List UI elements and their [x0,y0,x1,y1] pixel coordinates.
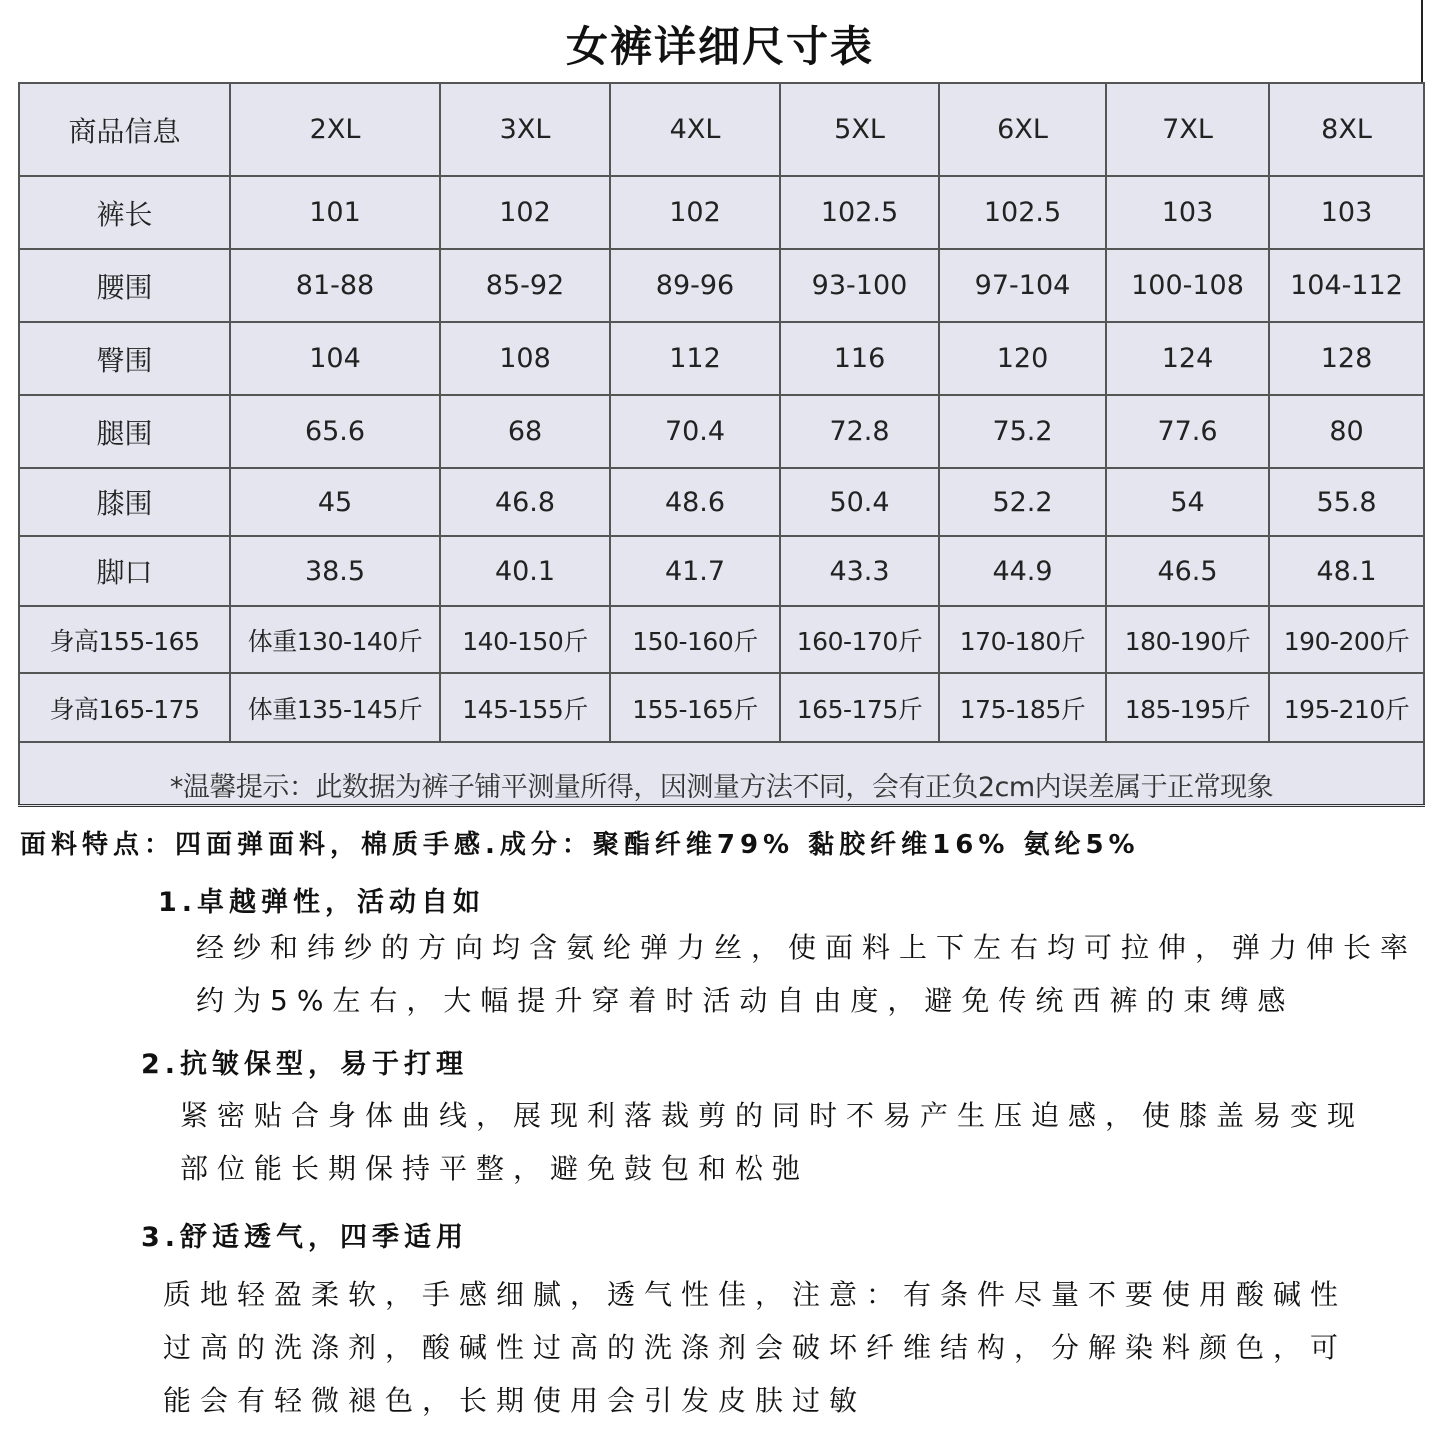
table-cell: 38.5 [230,536,440,606]
table-cell: 103 [1106,176,1269,249]
row-label-cell: 腰围 [19,249,230,322]
table-cell: 120 [939,322,1106,395]
table-cell: 48.1 [1269,536,1424,606]
measurement-note: *温馨提示：此数据为裤子铺平测量所得，因测量方法不同，会有正负2cm内误差属于正常现象 [19,742,1424,806]
table-row [19,468,1424,536]
table-row [19,176,1424,249]
paragraph-line: 约为5%左右，大幅提升穿着时活动自由度，避免传统西裤的束缚感 [196,984,1295,1017]
table-cell: 102 [610,176,780,249]
table-cell: 150-160斤 [610,606,780,673]
row-label-cell: 身高165-175 [19,673,230,742]
row-label-cell: 裤长 [19,176,230,249]
table-cell: 145-155斤 [440,673,610,742]
table-row [19,606,1424,673]
table-cell: 190-200斤 [1269,606,1424,673]
size-header-cell: 8XL [1269,83,1424,176]
table-cell: 48.6 [610,468,780,536]
size-header-cell: 5XL [780,83,939,176]
note-row [19,742,1424,806]
table-cell: 97-104 [939,249,1106,322]
table-row [19,395,1424,468]
table-cell: 81-88 [230,249,440,322]
table-cell: 体重130-140斤 [230,606,440,673]
row-label-cell: 膝围 [19,468,230,536]
table-cell: 40.1 [440,536,610,606]
table-cell: 165-175斤 [780,673,939,742]
table-cell: 175-185斤 [939,673,1106,742]
table-cell: 46.8 [440,468,610,536]
table-cell: 50.4 [780,468,939,536]
paragraph-line: 紧密贴合身体曲线，展现利落裁剪的同时不易产生压迫感，使膝盖易变现 [180,1099,1365,1132]
size-header-cell: 6XL [939,83,1106,176]
table-cell: 70.4 [610,395,780,468]
table-cell: 180-190斤 [1106,606,1269,673]
table-cell: 68 [440,395,610,468]
table-cell: 155-165斤 [610,673,780,742]
table-cell: 101 [230,176,440,249]
table-cell: 104 [230,322,440,395]
table-cell: 128 [1269,322,1424,395]
row-label-cell: 臀围 [19,322,230,395]
table-cell: 102.5 [780,176,939,249]
table-cell: 124 [1106,322,1269,395]
size-header-cell: 2XL [230,83,440,176]
table-cell: 89-96 [610,249,780,322]
table-row [19,322,1424,395]
paragraph-line: 部位能长期保持平整，避免鼓包和松弛 [180,1152,810,1185]
table-cell: 65.6 [230,395,440,468]
table-cell: 140-150斤 [440,606,610,673]
table-cell: 195-210斤 [1269,673,1424,742]
row-label-cell: 身高155-165 [19,606,230,673]
table-cell: 102.5 [939,176,1106,249]
table-row [19,536,1424,606]
table-cell: 44.9 [939,536,1106,606]
table-cell: 104-112 [1269,249,1424,322]
header-label-cell: 商品信息 [19,83,230,176]
table-cell: 77.6 [1106,395,1269,468]
size-header-cell: 7XL [1106,83,1269,176]
feature-paragraph-wrinkle-resistance [180,1089,1364,1195]
row-label-cell: 腿围 [19,395,230,468]
size-chart-table [18,82,1425,807]
row-label-cell: 脚口 [19,536,230,606]
fabric-composition-line: 面料特点：四面弹面料，棉质手感.成分：聚酯纤维79% 黏胶纤维16% 氨纶5% [20,830,1140,860]
table-cell: 52.2 [939,468,1106,536]
size-header-cell: 4XL [610,83,780,176]
paragraph-line: 过高的洗涤剂，酸碱性过高的洗涤剂会破坏纤维结构，分解染料颜色，可 [163,1331,1348,1364]
table-cell: 46.5 [1106,536,1269,606]
table-cell: 85-92 [440,249,610,322]
table-cell: 102 [440,176,610,249]
table-cell: 185-195斤 [1106,673,1269,742]
table-row [19,673,1424,742]
table-cell: 45 [230,468,440,536]
feature-paragraph-elasticity [196,921,1417,1027]
table-cell: 103 [1269,176,1424,249]
table-cell: 108 [440,322,610,395]
feature-heading-elasticity: 1.卓越弹性，活动自如 [158,887,486,918]
feature-heading-breathability: 3.舒适透气，四季适用 [141,1222,469,1253]
table-cell: 75.2 [939,395,1106,468]
table-cell: 80 [1269,395,1424,468]
table-cell: 41.7 [610,536,780,606]
paragraph-line: 能会有轻微褪色，长期使用会引发皮肤过敏 [163,1384,867,1417]
table-cell: 112 [610,322,780,395]
table-cell: 43.3 [780,536,939,606]
paragraph-line: 经纱和纬纱的方向均含氨纶弹力丝，使面料上下左右均可拉伸，弹力伸长率 [196,931,1418,964]
page-title: 女裤详细尺寸表 [565,22,874,71]
table-cell: 54 [1106,468,1269,536]
table-cell: 72.8 [780,395,939,468]
table-cell: 93-100 [780,249,939,322]
table-cell: 100-108 [1106,249,1269,322]
table-cell: 体重135-145斤 [230,673,440,742]
table-cell: 55.8 [1269,468,1424,536]
table-cell: 160-170斤 [780,606,939,673]
table-header-row [19,83,1424,176]
feature-paragraph-breathability [163,1268,1347,1427]
paragraph-line: 质地轻盈柔软，手感细腻，透气性佳，注意：有条件尽量不要使用酸碱性 [163,1278,1348,1311]
table-cell: 170-180斤 [939,606,1106,673]
table-row [19,249,1424,322]
table-cell: 116 [780,322,939,395]
feature-heading-wrinkle-resistance: 2.抗皱保型，易于打理 [141,1049,469,1080]
size-header-cell: 3XL [440,83,610,176]
